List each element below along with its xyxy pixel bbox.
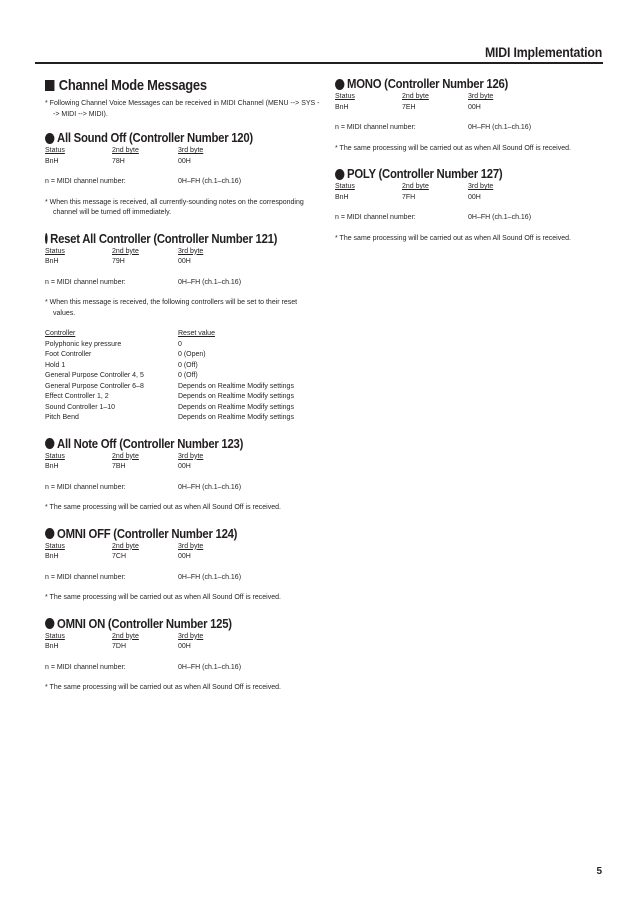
- channel-mode-note: * Following Channel Voice Messages can be received in MIDI Channel (MENU --> SYS --> MIDI --> MIDI).: [45, 100, 320, 118]
- controller-row: Effect Controller 1, 2 Depends on Realtime Modify settings: [45, 393, 294, 400]
- section-title: [45, 76, 277, 95]
- channel-number-row: n = MIDI channel number: 0H–FH (ch.1–ch.16): [335, 214, 532, 221]
- all-sound-off-note: * When this message is received, all currently-sounding notes on the corresponding channel will be turned off immediately.: [45, 198, 304, 216]
- square-bullet-icon: [45, 80, 54, 91]
- table-header-row: Status 2nd byte 3rd byte: [45, 147, 204, 154]
- table-row: BnH 7FH 00H: [335, 193, 481, 201]
- bullet-icon: [45, 133, 54, 144]
- header-rule: [35, 62, 603, 64]
- right-column: [335, 76, 605, 244]
- table-header-row: Status 2nd byte 3rd byte: [45, 452, 204, 460]
- controller-row: General Purpose Controller 4, 5 0 (Off): [45, 372, 198, 379]
- controller-list: [45, 340, 315, 424]
- table-row: BnH 7EH 00H: [335, 103, 481, 111]
- table-header-row: Status 2nd byte 3rd byte: [45, 542, 204, 550]
- channel-number-row: n = MIDI channel number: 0H–FH (ch.1–ch.16): [335, 124, 532, 131]
- channel-number-row: n = MIDI channel number: 0H–FH (ch.1–ch.16): [45, 663, 242, 671]
- bullet-icon: [335, 169, 344, 180]
- channel-number-row: n = MIDI channel number: 0H–FH (ch.1–ch.16): [45, 278, 242, 286]
- mono-title: MONO (Controller Number 126): [335, 76, 567, 92]
- channel-number-row: n = MIDI channel number: 0H–FH (ch.1–ch.16): [45, 483, 242, 491]
- page-number: 5: [596, 866, 602, 877]
- left-column: [45, 76, 320, 694]
- controller-row: Foot Controller 0 (Open): [45, 351, 206, 358]
- controller-row: Pitch Bend Depends on Realtime Modify settings: [45, 414, 294, 421]
- table-header-row: Status 2nd byte 3rd byte: [335, 93, 494, 100]
- controller-row: General Purpose Controller 6–8 Depends on Realtime Modify settings: [45, 382, 294, 390]
- table-row: BnH 7CH 00H: [45, 553, 191, 560]
- same-processing-note: * The same processing will be carried out as when All Sound Off is received.: [45, 684, 281, 691]
- table-row: BnH 79H 00H: [45, 258, 191, 265]
- header-title: MIDI Implementation: [484, 44, 602, 60]
- channel-number-row: n = MIDI channel number: 0H–FH (ch.1–ch.16): [45, 573, 242, 581]
- table-row: BnH 7BH 00H: [45, 463, 191, 470]
- bullet-icon: [335, 79, 344, 90]
- reset-all-title: Reset All Controller (Controller Number 121): [45, 231, 277, 247]
- same-processing-note: * The same processing will be carried out as when All Sound Off is received.: [45, 594, 281, 601]
- table-header-row: Status 2nd byte 3rd byte: [45, 247, 204, 255]
- bullet-icon: [45, 438, 54, 449]
- controller-row: Hold 1 0 (Off): [45, 361, 198, 369]
- channel-number-row: n = MIDI channel number: 0H–FH (ch.1–ch.16): [45, 178, 242, 185]
- table-row: BnH 78H 00H: [45, 157, 191, 165]
- bullet-icon: [45, 618, 54, 629]
- controller-row: Sound Controller 1–10 Depends on Realtime Modify settings: [45, 403, 294, 411]
- controller-header-row: Controller Reset value: [45, 330, 215, 337]
- table-header-row: Status 2nd byte 3rd byte: [335, 183, 494, 190]
- bullet-icon: [45, 528, 54, 539]
- reset-all-note: * When this message is received, the following controllers will be set to their reset values.: [45, 299, 298, 317]
- omni-off-title: OMNI OFF (Controller Number 124): [45, 526, 277, 542]
- all-note-off-title: All Note Off (Controller Number 123): [45, 436, 277, 452]
- same-processing-note: * The same processing will be carried out as when All Sound Off is received.: [335, 234, 571, 242]
- table-row: BnH 7DH 00H: [45, 643, 191, 650]
- section-title-text: Channel Mode Messages: [58, 77, 207, 94]
- same-processing-note: * The same processing will be carried out as when All Sound Off is received.: [45, 504, 281, 511]
- table-header-row: Status 2nd byte 3rd byte: [45, 632, 204, 640]
- bullet-icon: [45, 233, 48, 244]
- controller-row: Polyphonic key pressure 0: [45, 340, 182, 348]
- omni-on-title: OMNI ON (Controller Number 125): [45, 616, 277, 632]
- all-sound-off-title: All Sound Off (Controller Number 120): [45, 130, 277, 146]
- poly-title: POLY (Controller Number 127): [335, 166, 567, 182]
- same-processing-note: * The same processing will be carried out as when All Sound Off is received.: [335, 144, 571, 152]
